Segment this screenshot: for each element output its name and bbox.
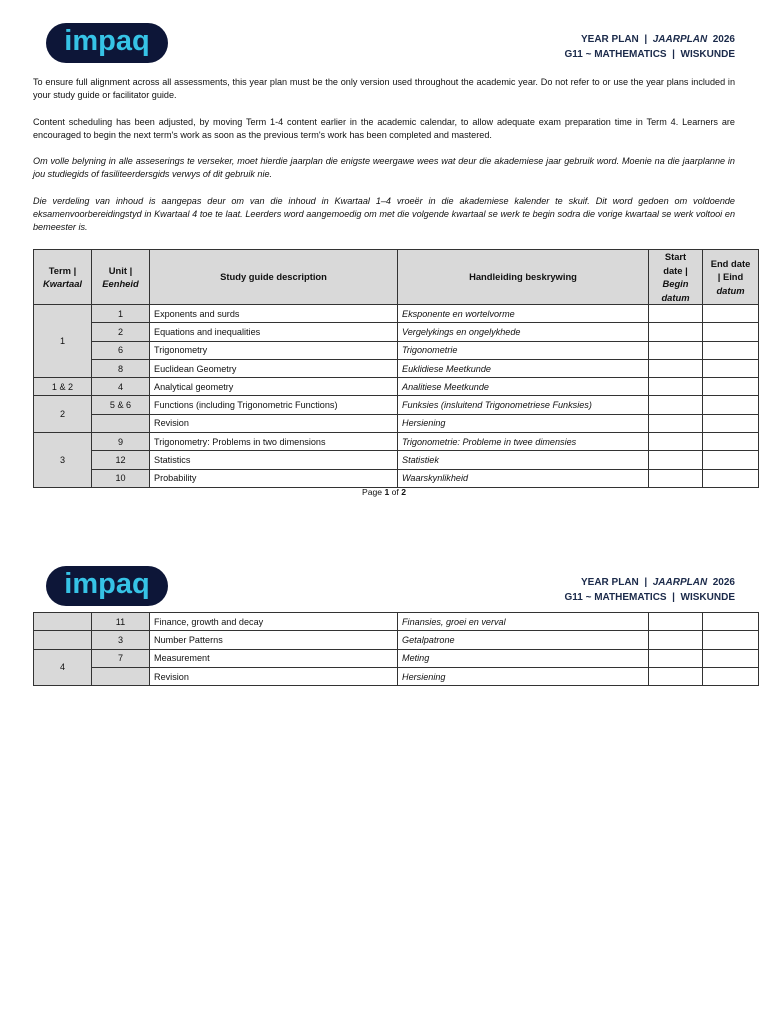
term-cell: 1 & 2 <box>34 378 92 396</box>
header-subject: G11 ~ MATHEMATICS <box>564 592 667 603</box>
end-date-cell[interactable] <box>703 359 759 377</box>
end-date-cell[interactable] <box>703 451 759 469</box>
end-date-cell[interactable] <box>703 378 759 396</box>
description-en-cell: Functions (including Trigonometric Functions) <box>150 396 398 414</box>
description-en-cell: Revision <box>150 667 398 685</box>
term-cell: 2 <box>34 396 92 433</box>
intro-paragraph-af-1: Om volle belyning in alle asseserings te verseker, moet hierdie jaarplan die enigste weergawe wees wat deur die akademiese jaar gebruik word. Moenie na die jaarplanne in jou studiegids of fasiliteerdersgids verwys of dit gebruik nie. <box>33 156 735 180</box>
start-date-cell[interactable] <box>649 323 703 341</box>
start-date-cell[interactable] <box>649 631 703 649</box>
header-unit: Unit | Eenheid <box>92 250 150 305</box>
impaq-logo <box>46 23 168 63</box>
description-en-cell: Measurement <box>150 649 398 667</box>
header-start-date: Start date | Begin datum <box>649 250 703 305</box>
start-date-cell[interactable] <box>649 649 703 667</box>
header-term: Term | Kwartaal <box>34 250 92 305</box>
document-header-page-2 <box>564 575 735 605</box>
header-line-2 <box>564 47 735 62</box>
table-row <box>34 649 759 667</box>
end-date-cell[interactable] <box>703 433 759 451</box>
description-af-cell: Trigonometrie: Probleme in twee dimensies <box>398 433 649 451</box>
description-af-cell: Statistiek <box>398 451 649 469</box>
table-row <box>34 341 759 359</box>
description-en-cell: Number Patterns <box>150 631 398 649</box>
header-jaarplan: JAARPLAN <box>652 577 708 588</box>
start-date-cell[interactable] <box>649 396 703 414</box>
header-separator: | <box>672 49 675 60</box>
unit-cell: 4 <box>92 378 150 396</box>
table-row <box>34 305 759 323</box>
description-en-cell: Trigonometry <box>150 341 398 359</box>
unit-cell: 10 <box>92 469 150 487</box>
unit-cell <box>92 667 150 685</box>
year-plan-table-page-2 <box>33 612 759 686</box>
description-af-cell: Hersiening <box>398 414 649 432</box>
header-year-plan: YEAR PLAN <box>581 577 639 588</box>
unit-cell: 7 <box>92 649 150 667</box>
header-line-1 <box>564 32 735 47</box>
description-en-cell: Exponents and surds <box>150 305 398 323</box>
table-header-row <box>34 250 759 305</box>
header-year: 2026 <box>712 34 735 45</box>
description-af-cell: Eksponente en wortelvorme <box>398 305 649 323</box>
unit-cell: 5 & 6 <box>92 396 150 414</box>
header-handleiding-beskrywing: Handleiding beskrywing <box>398 250 649 305</box>
start-date-cell[interactable] <box>649 341 703 359</box>
header-jaarplan: JAARPLAN <box>652 34 708 45</box>
unit-cell: 2 <box>92 323 150 341</box>
start-date-cell[interactable] <box>649 305 703 323</box>
description-en-cell: Statistics <box>150 451 398 469</box>
start-date-cell[interactable] <box>649 433 703 451</box>
header-wiskunde: WISKUNDE <box>680 49 735 60</box>
table-row <box>34 451 759 469</box>
table-row <box>34 631 759 649</box>
term-cell <box>34 613 92 631</box>
intro-paragraph-af-2: Die verdeling van inhoud is aangepas deur om van die inhoud in Kwartaal 1–4 vroeër in die akademiese kalender te skuif. Dit word gedoen om voldoende eksamenvoorbereidingstyd in Kwartaal 4 toe te laat. Leerders word aangemoedig om met die volgende kwartaal se werk te begin sodra die vorige kwartaal se werk voltooi en bemeester is. <box>33 196 735 233</box>
term-cell: 3 <box>34 433 92 488</box>
end-date-cell[interactable] <box>703 323 759 341</box>
end-date-cell[interactable] <box>703 631 759 649</box>
unit-cell: 11 <box>92 613 150 631</box>
header-study-guide-description: Study guide description <box>150 250 398 305</box>
logo-text: impaq <box>64 569 150 600</box>
description-en-cell: Trigonometry: Problems in two dimensions <box>150 433 398 451</box>
start-date-cell[interactable] <box>649 613 703 631</box>
header-year: 2026 <box>712 577 735 588</box>
header-subject: G11 ~ MATHEMATICS <box>564 49 667 60</box>
end-date-cell[interactable] <box>703 341 759 359</box>
description-af-cell: Meting <box>398 649 649 667</box>
start-date-cell[interactable] <box>649 414 703 432</box>
term-cell <box>34 631 92 649</box>
description-en-cell: Revision <box>150 414 398 432</box>
header-wiskunde: WISKUNDE <box>680 592 735 603</box>
description-en-cell: Euclidean Geometry <box>150 359 398 377</box>
header-end-date: End date | Eind datum <box>703 250 759 305</box>
page-number: Page 1 of 2 <box>362 487 406 497</box>
start-date-cell[interactable] <box>649 378 703 396</box>
unit-cell: 12 <box>92 451 150 469</box>
description-af-cell: Finansies, groei en verval <box>398 613 649 631</box>
unit-cell: 3 <box>92 631 150 649</box>
header-line-1 <box>564 575 735 590</box>
end-date-cell[interactable] <box>703 396 759 414</box>
intro-paragraph-en-1: To ensure full alignment across all assessments, this year plan must be the only version used throughout the academic year. Do not refer to or use the year plans included in your study guide or facilitator guide. <box>33 77 735 101</box>
header-year-plan: YEAR PLAN <box>581 34 639 45</box>
description-en-cell: Equations and inequalities <box>150 323 398 341</box>
start-date-cell[interactable] <box>649 667 703 685</box>
table-row <box>34 613 759 631</box>
end-date-cell[interactable] <box>703 469 759 487</box>
table-row <box>34 667 759 685</box>
table-row <box>34 359 759 377</box>
intro-paragraph-en-2: Content scheduling has been adjusted, by moving Term 1-4 content earlier in the academic calendar, to allow adequate exam preparation time in Term 4. Learners are encouraged to begin the next term's work as soon as the previous term's work has been completed and mastered. <box>33 117 735 141</box>
unit-cell: 8 <box>92 359 150 377</box>
description-en-cell: Analytical geometry <box>150 378 398 396</box>
table-row <box>34 414 759 432</box>
description-af-cell: Euklidiese Meetkunde <box>398 359 649 377</box>
table-row <box>34 433 759 451</box>
term-cell: 1 <box>34 305 92 378</box>
end-date-cell[interactable] <box>703 613 759 631</box>
table-row <box>34 469 759 487</box>
end-date-cell[interactable] <box>703 649 759 667</box>
table-row <box>34 396 759 414</box>
description-af-cell: Vergelykings en ongelykhede <box>398 323 649 341</box>
start-date-cell[interactable] <box>649 469 703 487</box>
unit-cell: 6 <box>92 341 150 359</box>
end-date-cell[interactable] <box>703 414 759 432</box>
description-af-cell: Waarskynlikheid <box>398 469 649 487</box>
unit-cell <box>92 414 150 432</box>
description-af-cell: Getalpatrone <box>398 631 649 649</box>
description-af-cell: Analitiese Meetkunde <box>398 378 649 396</box>
impaq-logo-page-2 <box>46 566 168 606</box>
header-line-2 <box>564 590 735 605</box>
logo-text: impaq <box>64 26 150 57</box>
description-af-cell: Trigonometrie <box>398 341 649 359</box>
end-date-cell[interactable] <box>703 667 759 685</box>
description-en-cell: Finance, growth and decay <box>150 613 398 631</box>
start-date-cell[interactable] <box>649 359 703 377</box>
document-header <box>564 32 735 62</box>
end-date-cell[interactable] <box>703 305 759 323</box>
table-row <box>34 323 759 341</box>
start-date-cell[interactable] <box>649 451 703 469</box>
description-en-cell: Probability <box>150 469 398 487</box>
table-row <box>34 378 759 396</box>
description-af-cell: Hersiening <box>398 667 649 685</box>
unit-cell: 1 <box>92 305 150 323</box>
header-separator: | <box>644 34 648 45</box>
unit-cell: 9 <box>92 433 150 451</box>
description-af-cell: Funksies (insluitend Trigonometriese Funksies) <box>398 396 649 414</box>
header-separator: | <box>644 577 648 588</box>
year-plan-table <box>33 249 759 488</box>
header-separator: | <box>672 592 675 603</box>
term-cell: 4 <box>34 649 92 686</box>
